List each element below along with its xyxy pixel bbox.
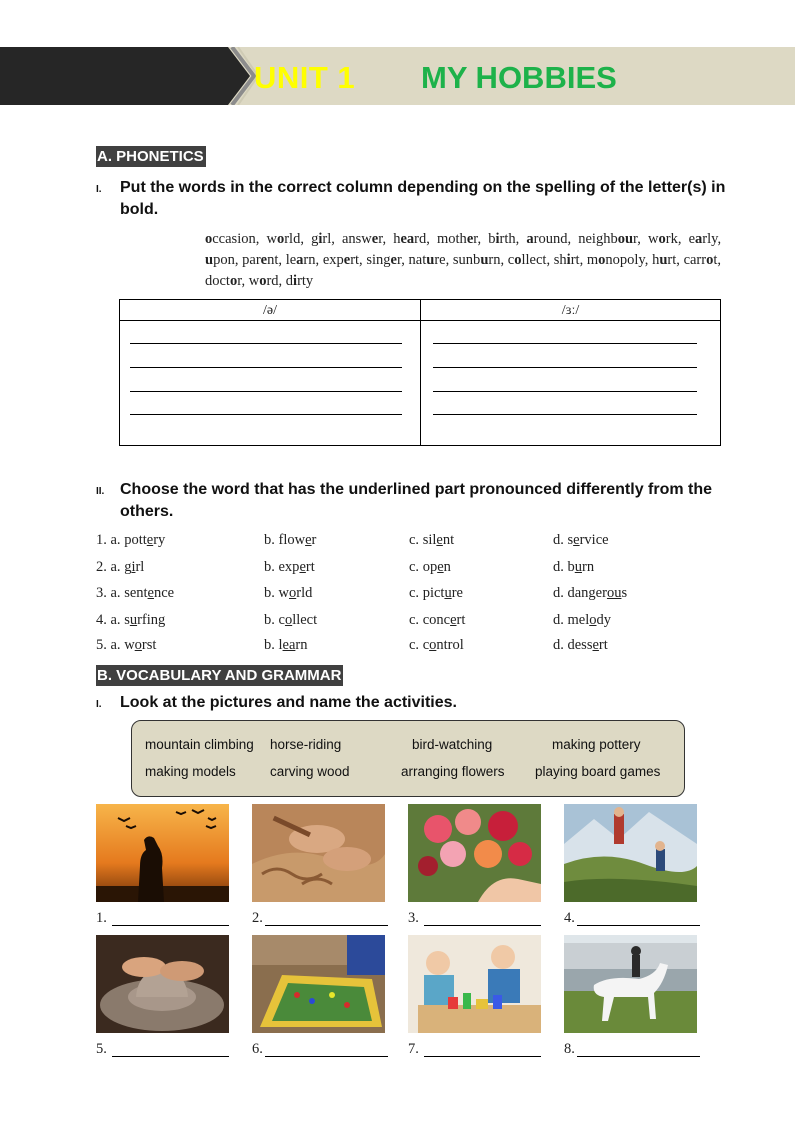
answer-option[interactable]: b. world: [264, 585, 313, 601]
wood-carving-photo: [252, 804, 385, 902]
word-item: heard: [393, 231, 427, 247]
word-box-item: playing board games: [535, 764, 661, 779]
unit-title: MY HOBBIES: [421, 60, 617, 95]
word-item: answer: [341, 231, 383, 247]
picture-number: 1.: [96, 910, 107, 926]
word-item: work: [648, 231, 678, 247]
making-models-photo: [408, 935, 541, 1033]
word-item: collect: [507, 252, 547, 268]
answer-option[interactable]: d. dangerous: [553, 585, 628, 601]
word-item: carrot: [683, 252, 718, 268]
word-item: neighbour: [578, 231, 638, 247]
word-item: nature: [408, 252, 446, 268]
word-item: singer: [366, 252, 402, 268]
mountain-climbing-photo: [564, 804, 697, 902]
word-item: expert: [322, 252, 360, 268]
horse-riding-photo: [564, 935, 697, 1033]
answer-field-2[interactable]: [252, 910, 388, 930]
answer-option[interactable]: b. collect: [264, 612, 318, 628]
answer-option[interactable]: d. melody: [553, 612, 611, 628]
answer-field-5[interactable]: [96, 1041, 229, 1061]
answer-option[interactable]: 5. a. worst: [96, 637, 157, 653]
unit-number: UNIT 1: [254, 60, 356, 95]
word-item: shirt: [553, 252, 580, 268]
answer-option[interactable]: c. control: [409, 637, 464, 653]
task-number: I.: [96, 184, 102, 195]
picture-number: 6.: [252, 1041, 263, 1057]
word-item: world: [266, 231, 301, 247]
answer-line[interactable]: [433, 414, 697, 415]
task-number: II.: [96, 486, 105, 497]
section-a-label: A. PHONETICS: [97, 148, 204, 165]
word-box-item: mountain climbing: [145, 737, 254, 752]
word-box-item: arranging flowers: [401, 764, 505, 779]
word-box-item: bird-watching: [412, 737, 493, 752]
bird-watching-photo: [96, 804, 229, 902]
picture-number: 5.: [96, 1041, 107, 1057]
word-item: hurt: [652, 252, 677, 268]
answer-field-3[interactable]: [408, 910, 541, 930]
question-row: [96, 585, 736, 605]
task-instruction: Look at the pictures and name the activities.: [120, 694, 457, 711]
answer-option[interactable]: c. picture: [409, 585, 463, 601]
answer-line[interactable]: [130, 343, 402, 344]
answer-option[interactable]: d. dessert: [553, 637, 608, 653]
word-box-item: making models: [145, 764, 236, 779]
answer-option[interactable]: d. service: [553, 532, 609, 548]
word-item: birth: [488, 231, 516, 247]
answer-option[interactable]: 2. a. girl: [96, 559, 145, 575]
task-number: I.: [96, 699, 102, 710]
question-row: [96, 532, 736, 552]
answer-field-6[interactable]: [252, 1041, 388, 1061]
word-item: monopoly: [586, 252, 645, 268]
answer-option[interactable]: b. expert: [264, 559, 315, 575]
answer-line[interactable]: [433, 391, 697, 392]
word-box: [131, 720, 685, 797]
question-row: [96, 612, 736, 632]
column-header-er: /ɜː/: [421, 300, 720, 321]
word-item: doctor: [205, 273, 242, 289]
phonetics-table: [119, 299, 721, 446]
word-item: upon: [205, 252, 235, 268]
word-box-item: making pottery: [552, 737, 641, 752]
answer-option[interactable]: 3. a. sentence: [96, 585, 175, 601]
task-a2: [96, 479, 736, 523]
word-item: sunburn: [452, 252, 501, 268]
task-instruction: Choose the word that has the underlined part pronounced differently from the others.: [120, 481, 713, 520]
column-divider: [420, 300, 421, 445]
picture-number: 2.: [252, 910, 263, 926]
answer-option[interactable]: b. learn: [264, 637, 308, 653]
answer-option[interactable]: 1. a. pottery: [96, 532, 166, 548]
task-b1: [96, 692, 736, 714]
answer-line[interactable]: [130, 391, 402, 392]
flower-arranging-photo: [408, 804, 541, 902]
answer-option[interactable]: c. concert: [409, 612, 466, 628]
answer-line[interactable]: [433, 367, 697, 368]
question-row: [96, 559, 736, 579]
answer-option[interactable]: b. flower: [264, 532, 317, 548]
chevron-arrow-icon: [210, 47, 258, 105]
word-item: girl: [311, 231, 332, 247]
word-box-item: carving wood: [270, 764, 350, 779]
task-a1: [96, 177, 736, 221]
answer-option[interactable]: c. silent: [409, 532, 455, 548]
word-item: dirty: [285, 273, 314, 289]
answer-field-7[interactable]: [408, 1041, 541, 1061]
picture-number: 7.: [408, 1041, 419, 1057]
section-b-label: B. VOCABULARY AND GRAMMAR: [97, 667, 342, 684]
picture-number: 8.: [564, 1041, 575, 1057]
answer-option[interactable]: d. burn: [553, 559, 595, 575]
picture-number: 4.: [564, 910, 575, 926]
word-item: early: [688, 231, 718, 247]
word-list: occasion, world, girl, answer, heard, mother, birth, around, neighbour, work, early, upon, parent, learn, expert, singer, nature, sunburn, collect, shirt, monopoly, hurt, carrot, doctor, word, dirty: [205, 231, 722, 289]
word-box-item: horse-riding: [270, 737, 342, 752]
pottery-photo: [96, 935, 229, 1033]
answer-option[interactable]: 4. a. surfing: [96, 612, 166, 628]
question-row: [96, 637, 736, 657]
answer-field-1[interactable]: [96, 910, 229, 930]
answer-field-4[interactable]: [564, 910, 700, 930]
word-item: word: [248, 273, 279, 289]
answer-field-8[interactable]: [564, 1041, 700, 1061]
word-item: occasion: [205, 231, 256, 247]
answer-line[interactable]: [433, 343, 697, 344]
picture-number: 3.: [408, 910, 419, 926]
answer-line[interactable]: [130, 414, 402, 415]
word-item: mother: [437, 231, 478, 247]
column-header-schwa: /ə/: [120, 300, 420, 321]
word-item: parent: [242, 252, 279, 268]
answer-option[interactable]: c. open: [409, 559, 451, 575]
word-item: around: [526, 231, 568, 247]
answer-line[interactable]: [130, 367, 402, 368]
task-instruction: Put the words in the correct column depending on the spelling of the letter(s) in bold.: [120, 179, 726, 218]
word-item: learn: [285, 252, 316, 268]
header-dark-block: [0, 47, 214, 105]
board-game-photo: [252, 935, 385, 1033]
